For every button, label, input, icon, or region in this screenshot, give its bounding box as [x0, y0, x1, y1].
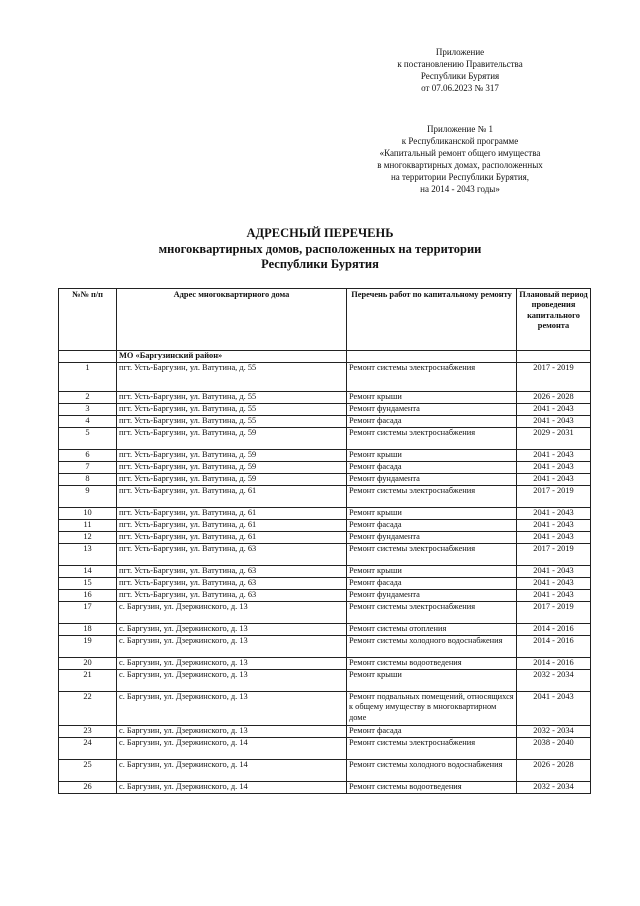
- row-period: 2041 - 2043: [517, 404, 591, 416]
- row-number: 22: [59, 692, 117, 726]
- column-header-number: №№ п/п: [59, 289, 117, 351]
- row-address: пгт. Усть-Баргузин, ул. Ватутина, д. 59: [117, 474, 347, 486]
- table-row: [59, 508, 591, 520]
- row-period: 2032 - 2034: [517, 726, 591, 738]
- row-period: 2041 - 2043: [517, 566, 591, 578]
- table-row: [59, 602, 591, 624]
- row-period: 2014 - 2016: [517, 658, 591, 670]
- row-number: 24: [59, 738, 117, 760]
- row-address: пгт. Усть-Баргузин, ул. Ватутина, д. 59: [117, 428, 347, 450]
- table-row: [59, 474, 591, 486]
- row-work: Ремонт фундамента: [347, 474, 517, 486]
- row-work: Ремонт подвальных помещений, относящихся к общему имуществу в многоквартирном доме: [347, 692, 517, 726]
- row-work: Ремонт системы отопления: [347, 624, 517, 636]
- address-list-table: [58, 288, 591, 794]
- row-period: 2041 - 2043: [517, 692, 591, 726]
- row-work: Ремонт фасада: [347, 578, 517, 590]
- header-line: Приложение № 1: [427, 124, 493, 134]
- table-row: [59, 692, 591, 726]
- group-label: МО «Баргузинский район»: [117, 351, 347, 363]
- title-line: многоквартирных домов, расположенных на территории: [158, 241, 482, 256]
- row-period: 2041 - 2043: [517, 590, 591, 602]
- row-number: 15: [59, 578, 117, 590]
- row-address: с. Баргузин, ул. Дзержинского, д. 14: [117, 738, 347, 760]
- row-address: пгт. Усть-Баргузин, ул. Ватутина, д. 61: [117, 508, 347, 520]
- row-work: Ремонт системы водоотведения: [347, 658, 517, 670]
- row-number: 5: [59, 428, 117, 450]
- header-line: Республики Бурятия: [420, 71, 500, 81]
- row-number: 9: [59, 486, 117, 508]
- header-line: на 2014 - 2043 годы»: [420, 184, 500, 194]
- table-row: [59, 670, 591, 692]
- header-line: на территории Республики Бурятия,: [390, 172, 530, 182]
- row-address: пгт. Усть-Баргузин, ул. Ватутина, д. 55: [117, 392, 347, 404]
- approval-header: [330, 46, 590, 94]
- row-address: пгт. Усть-Баргузин, ул. Ватутина, д. 55: [117, 404, 347, 416]
- row-period: 2017 - 2019: [517, 363, 591, 392]
- row-address: пгт. Усть-Баргузин, ул. Ватутина, д. 63: [117, 544, 347, 566]
- row-work: Ремонт крыши: [347, 566, 517, 578]
- row-period: 2032 - 2034: [517, 782, 591, 794]
- row-address: пгт. Усть-Баргузин, ул. Ватутина, д. 61: [117, 520, 347, 532]
- row-period: 2041 - 2043: [517, 508, 591, 520]
- row-work: Ремонт фундамента: [347, 590, 517, 602]
- row-address: с. Баргузин, ул. Дзержинского, д. 13: [117, 658, 347, 670]
- row-number: 21: [59, 670, 117, 692]
- row-number: 23: [59, 726, 117, 738]
- header-line: от 07.06.2023 № 317: [421, 83, 499, 93]
- row-period: 2017 - 2019: [517, 486, 591, 508]
- row-work: Ремонт системы электроснабжения: [347, 428, 517, 450]
- row-number: 10: [59, 508, 117, 520]
- column-header-period: Плановый период проведения капитального ремонта: [517, 289, 591, 351]
- row-address: пгт. Усть-Баргузин, ул. Ватутина, д. 61: [117, 486, 347, 508]
- row-address: с. Баргузин, ул. Дзержинского, д. 13: [117, 726, 347, 738]
- row-work: Ремонт фасада: [347, 520, 517, 532]
- table-header-row: [59, 289, 591, 351]
- table-row: [59, 520, 591, 532]
- row-work: Ремонт фундамента: [347, 532, 517, 544]
- row-number: 20: [59, 658, 117, 670]
- row-address: пгт. Усть-Баргузин, ул. Ватутина, д. 55: [117, 416, 347, 428]
- row-period: 2014 - 2016: [517, 624, 591, 636]
- table-row: [59, 738, 591, 760]
- row-number: 26: [59, 782, 117, 794]
- row-number: 11: [59, 520, 117, 532]
- column-header-address: Адрес многоквартирного дома: [117, 289, 347, 351]
- row-period: 2026 - 2028: [517, 392, 591, 404]
- table-row: [59, 392, 591, 404]
- table-row: [59, 578, 591, 590]
- row-work: Ремонт системы электроснабжения: [347, 363, 517, 392]
- row-work: Ремонт системы электроснабжения: [347, 544, 517, 566]
- row-address: с. Баргузин, ул. Дзержинского, д. 13: [117, 692, 347, 726]
- table-row: [59, 532, 591, 544]
- row-work: Ремонт фасада: [347, 462, 517, 474]
- row-period: 2017 - 2019: [517, 602, 591, 624]
- row-number: 3: [59, 404, 117, 416]
- row-number: 1: [59, 363, 117, 392]
- row-period: 2041 - 2043: [517, 474, 591, 486]
- row-address: с. Баргузин, ул. Дзержинского, д. 14: [117, 782, 347, 794]
- column-header-works: Перечень работ по капитальному ремонту: [347, 289, 517, 351]
- table-row: [59, 726, 591, 738]
- row-number: 18: [59, 624, 117, 636]
- table-row: [59, 486, 591, 508]
- row-work: Ремонт крыши: [347, 392, 517, 404]
- row-work: Ремонт фасада: [347, 726, 517, 738]
- header-line: «Капитальный ремонт общего имущества: [379, 148, 541, 158]
- row-address: пгт. Усть-Баргузин, ул. Ватутина, д. 63: [117, 590, 347, 602]
- table-row: [59, 636, 591, 658]
- header-line: в многоквартирных домах, расположенных: [377, 160, 543, 170]
- table-row: [59, 590, 591, 602]
- table-row: [59, 450, 591, 462]
- row-address: пгт. Усть-Баргузин, ул. Ватутина, д. 63: [117, 566, 347, 578]
- table-row: [59, 404, 591, 416]
- row-number: 25: [59, 760, 117, 782]
- row-period: 2029 - 2031: [517, 428, 591, 450]
- row-work: Ремонт крыши: [347, 670, 517, 692]
- table-row: [59, 782, 591, 794]
- row-work: Ремонт системы электроснабжения: [347, 486, 517, 508]
- row-address: пгт. Усть-Баргузин, ул. Ватутина, д. 63: [117, 578, 347, 590]
- row-address: пгт. Усть-Баргузин, ул. Ватутина, д. 61: [117, 532, 347, 544]
- row-period: 2041 - 2043: [517, 578, 591, 590]
- row-address: с. Баргузин, ул. Дзержинского, д. 13: [117, 636, 347, 658]
- row-work: Ремонт фундамента: [347, 404, 517, 416]
- row-address: пгт. Усть-Баргузин, ул. Ватутина, д. 59: [117, 462, 347, 474]
- row-address: с. Баргузин, ул. Дзержинского, д. 14: [117, 760, 347, 782]
- row-address: пгт. Усть-Баргузин, ул. Ватутина, д. 55: [117, 363, 347, 392]
- row-period: 2017 - 2019: [517, 544, 591, 566]
- row-work: Ремонт крыши: [347, 450, 517, 462]
- row-work: Ремонт системы электроснабжения: [347, 738, 517, 760]
- table-row: [59, 544, 591, 566]
- row-address: с. Баргузин, ул. Дзержинского, д. 13: [117, 624, 347, 636]
- group-row: [59, 351, 591, 363]
- table-row: [59, 363, 591, 392]
- row-number: 2: [59, 392, 117, 404]
- table-row: [59, 462, 591, 474]
- row-number: 12: [59, 532, 117, 544]
- row-number: 13: [59, 544, 117, 566]
- table-row: [59, 624, 591, 636]
- row-period: 2038 - 2040: [517, 738, 591, 760]
- table-row: [59, 416, 591, 428]
- row-work: Ремонт системы холодного водоснабжения: [347, 636, 517, 658]
- row-address: с. Баргузин, ул. Дзержинского, д. 13: [117, 670, 347, 692]
- row-period: 2041 - 2043: [517, 520, 591, 532]
- row-work: Ремонт системы холодного водоснабжения: [347, 760, 517, 782]
- table-row: [59, 658, 591, 670]
- row-work: Ремонт крыши: [347, 508, 517, 520]
- row-period: 2041 - 2043: [517, 532, 591, 544]
- table-row: [59, 760, 591, 782]
- row-number: 6: [59, 450, 117, 462]
- row-number: 4: [59, 416, 117, 428]
- row-period: 2041 - 2043: [517, 416, 591, 428]
- row-number: 17: [59, 602, 117, 624]
- row-number: 16: [59, 590, 117, 602]
- row-number: 14: [59, 566, 117, 578]
- header-line: Приложение: [435, 47, 485, 57]
- table-cell: [517, 351, 591, 363]
- row-number: 7: [59, 462, 117, 474]
- table-cell: [347, 351, 517, 363]
- table-row: [59, 428, 591, 450]
- row-period: 2014 - 2016: [517, 636, 591, 658]
- table-row: [59, 566, 591, 578]
- header-line: к постановлению Правительства: [397, 59, 523, 69]
- document-title: [80, 226, 560, 273]
- row-period: 2041 - 2043: [517, 450, 591, 462]
- row-number: 8: [59, 474, 117, 486]
- row-work: Ремонт системы электроснабжения: [347, 602, 517, 624]
- appendix-header: [330, 123, 590, 195]
- table-cell: [59, 351, 117, 363]
- title-line: АДРЕСНЫЙ ПЕРЕЧЕНЬ: [246, 226, 394, 240]
- title-line: Республики Бурятия: [261, 257, 379, 271]
- header-line: к Республиканской программе: [401, 136, 519, 146]
- row-address: с. Баргузин, ул. Дзержинского, д. 13: [117, 602, 347, 624]
- row-period: 2026 - 2028: [517, 760, 591, 782]
- row-work: Ремонт фасада: [347, 416, 517, 428]
- row-work: Ремонт системы водоотведения: [347, 782, 517, 794]
- row-period: 2041 - 2043: [517, 462, 591, 474]
- row-period: 2032 - 2034: [517, 670, 591, 692]
- row-address: пгт. Усть-Баргузин, ул. Ватутина, д. 59: [117, 450, 347, 462]
- row-number: 19: [59, 636, 117, 658]
